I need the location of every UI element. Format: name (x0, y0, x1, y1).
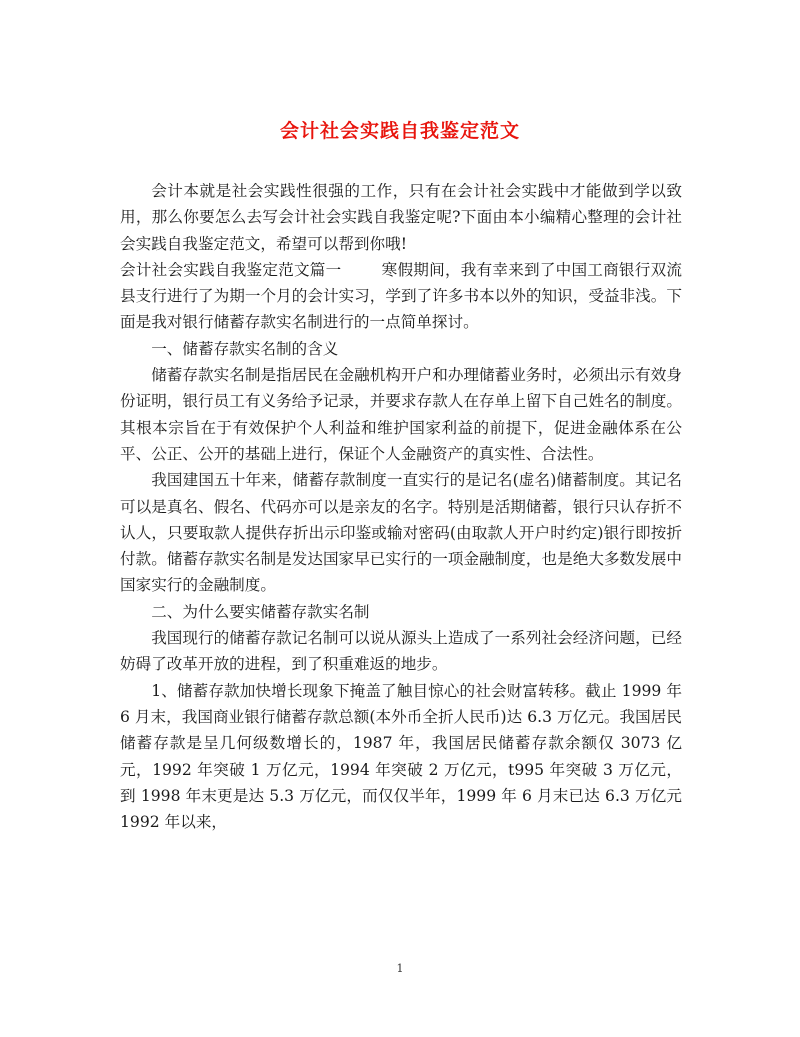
section-label: 会计社会实践自我鉴定范文篇一 (120, 260, 342, 279)
section-paragraph (120, 257, 682, 336)
section-heading-2: 二、为什么要实储蓄存款实名制 (151, 602, 370, 621)
intro-paragraph: 会计本就是社会实践性很强的工作，只有在会计社会实践中才能做到学以致用，那么你要怎么去写会计社会实践自我鉴定呢?下面由本小编精心整理的会计社会实践自我鉴定范文，希望可以帮到你哦! (120, 182, 682, 253)
paragraph-4: 1、储蓄存款加快增长现象下掩盖了触目惊心的社会财富转移。截止 1999 年 6 月末，我国商业银行储蓄存款总额(本外币全折人民币)达 6.3 万亿元。我国居民储蓄存款是呈几何级数增长的，1987 年，我国居民储蓄存款余额仅 3073 亿元，1992 年突破 1 万亿元，1994 年突破 2 万亿元，t995 年突破 3 万亿元，到 1998 年末更是达 5.3 万亿元，而仅仅半年，1999 年 6 月末已达 6.3 万亿元 1992 年以来， (120, 681, 682, 832)
document-title: 会计社会实践自我鉴定范文 (279, 120, 520, 142)
document-body (120, 178, 682, 835)
paragraph-1: 储蓄存款实名制是指居民在金融机构开户和办理储蓄业务时，必须出示有效身份证明，银行员工有义务给予记录，并要求存款人在存单上留下自己姓名的制度。其根本宗旨在于有效保护个人利益和维护国家利益的前提下，促进金融体系在公平、公正、公开的基础上进行，保证个人金融资产的真实性、合法性。 (120, 366, 682, 463)
paragraph-3: 我国现行的储蓄存款记名制可以说从源头上造成了一系列社会经济问题，已经妨碍了改革开放的进程，到了积重难返的地步。 (120, 629, 682, 674)
section-heading-1: 一、储蓄存款实名制的含义 (151, 339, 339, 358)
section-intro: 寒假期间，我有幸来到了中国工商银行双流县支行进行了为期一个月的会计实习，学到了许多书本以外的知识，受益非浅。下面是我对银行储蓄存款实名制进行的一点简单探讨。 (120, 260, 682, 332)
paragraph-2: 我国建国五十年来，储蓄存款制度一直实行的是记名(虚名)储蓄制度。其记名可以是真名、假名、代码亦可以是亲友的名字。特别是活期储蓄，银行只认存折不认人，只要取款人提供存折出示印鉴或输对密码(由取款人开户时约定)银行即按折付款。储蓄存款实名制是发达国家早已实行的一项金融制度，也是绝大多数发展中国家实行的金融制度。 (120, 471, 682, 595)
page-number: 1 (396, 962, 404, 975)
